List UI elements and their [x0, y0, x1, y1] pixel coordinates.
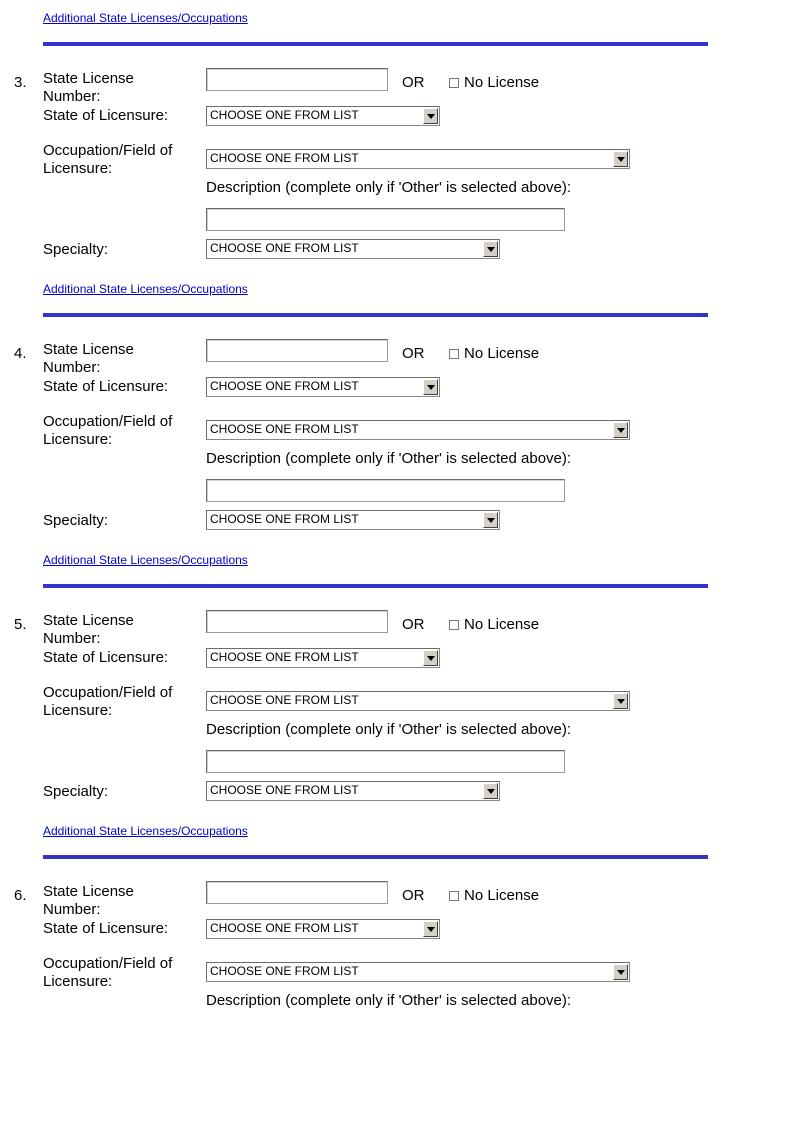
license-number-input[interactable] [206, 610, 388, 633]
specialty-select[interactable]: CHOOSE ONE FROM LIST [206, 239, 500, 259]
no-license-label: No License [464, 345, 540, 362]
chevron-down-icon[interactable] [423, 650, 438, 666]
chevron-down-icon[interactable] [423, 108, 438, 124]
or-label: OR [402, 345, 425, 362]
license-section [0, 863, 793, 1123]
occupation-label: Occupation/Field of Licensure: [43, 684, 173, 719]
section-divider [43, 855, 708, 859]
or-label: OR [402, 887, 425, 904]
state-select[interactable]: CHOOSE ONE FROM LIST [206, 377, 440, 397]
description-label: Description (complete only if 'Other' is selected above): [206, 721, 572, 738]
section-number: 6. [14, 887, 27, 904]
chevron-down-icon[interactable] [423, 379, 438, 395]
no-license-label: No License [464, 887, 540, 904]
section-divider [43, 313, 708, 317]
no-license-checkbox[interactable] [449, 620, 459, 630]
section-number: 3. [14, 74, 27, 91]
or-label: OR [402, 74, 425, 91]
chevron-down-icon[interactable] [483, 241, 498, 257]
occupation-select[interactable]: CHOOSE ONE FROM LIST [206, 962, 630, 982]
chevron-down-icon[interactable] [613, 693, 628, 709]
additional-licenses-link[interactable]: Additional State Licenses/Occupations [43, 11, 248, 25]
license-section [0, 321, 793, 581]
no-license-label: No License [464, 616, 540, 633]
license-number-input[interactable] [206, 339, 388, 362]
description-input[interactable] [206, 208, 565, 231]
description-input[interactable] [206, 479, 565, 502]
state-select[interactable]: CHOOSE ONE FROM LIST [206, 106, 440, 126]
state-label: State of Licensure: [43, 649, 169, 666]
section-number: 4. [14, 345, 27, 362]
or-label: OR [402, 616, 425, 633]
occupation-label: Occupation/Field of Licensure: [43, 413, 173, 448]
no-license-label: No License [464, 74, 540, 91]
state-label: State of Licensure: [43, 107, 169, 124]
license-number-input[interactable] [206, 881, 388, 904]
chevron-down-icon[interactable] [423, 921, 438, 937]
license-number-input[interactable] [206, 68, 388, 91]
license-number-label: State License Number: [43, 612, 134, 647]
state-label: State of Licensure: [43, 378, 169, 395]
section-number: 5. [14, 616, 27, 633]
chevron-down-icon[interactable] [613, 964, 628, 980]
section-divider [43, 42, 708, 46]
state-select[interactable]: CHOOSE ONE FROM LIST [206, 919, 440, 939]
specialty-select[interactable]: CHOOSE ONE FROM LIST [206, 781, 500, 801]
state-select[interactable]: CHOOSE ONE FROM LIST [206, 648, 440, 668]
occupation-label: Occupation/Field of Licensure: [43, 955, 173, 990]
chevron-down-icon[interactable] [613, 151, 628, 167]
description-label: Description (complete only if 'Other' is selected above): [206, 992, 572, 1009]
occupation-select[interactable]: CHOOSE ONE FROM LIST [206, 691, 630, 711]
no-license-checkbox[interactable] [449, 349, 459, 359]
occupation-label: Occupation/Field of Licensure: [43, 142, 173, 177]
license-number-label: State License Number: [43, 341, 134, 376]
chevron-down-icon[interactable] [483, 783, 498, 799]
description-label: Description (complete only if 'Other' is selected above): [206, 450, 572, 467]
chevron-down-icon[interactable] [613, 422, 628, 438]
license-number-label: State License Number: [43, 883, 134, 918]
specialty-label: Specialty: [43, 241, 109, 258]
description-input[interactable] [206, 750, 565, 773]
no-license-checkbox[interactable] [449, 891, 459, 901]
additional-licenses-link[interactable]: Additional State Licenses/Occupations [43, 553, 248, 567]
additional-licenses-link[interactable]: Additional State Licenses/Occupations [43, 824, 248, 838]
specialty-label: Specialty: [43, 783, 109, 800]
occupation-select[interactable]: CHOOSE ONE FROM LIST [206, 149, 630, 169]
chevron-down-icon[interactable] [483, 512, 498, 528]
specialty-label: Specialty: [43, 512, 109, 529]
section-divider [43, 584, 708, 588]
license-section [0, 592, 793, 852]
specialty-select[interactable]: CHOOSE ONE FROM LIST [206, 510, 500, 530]
additional-licenses-link[interactable]: Additional State Licenses/Occupations [43, 282, 248, 296]
license-section [0, 50, 793, 310]
description-label: Description (complete only if 'Other' is selected above): [206, 179, 572, 196]
state-label: State of Licensure: [43, 920, 169, 937]
no-license-checkbox[interactable] [449, 78, 459, 88]
license-number-label: State License Number: [43, 70, 134, 105]
occupation-select[interactable]: CHOOSE ONE FROM LIST [206, 420, 630, 440]
